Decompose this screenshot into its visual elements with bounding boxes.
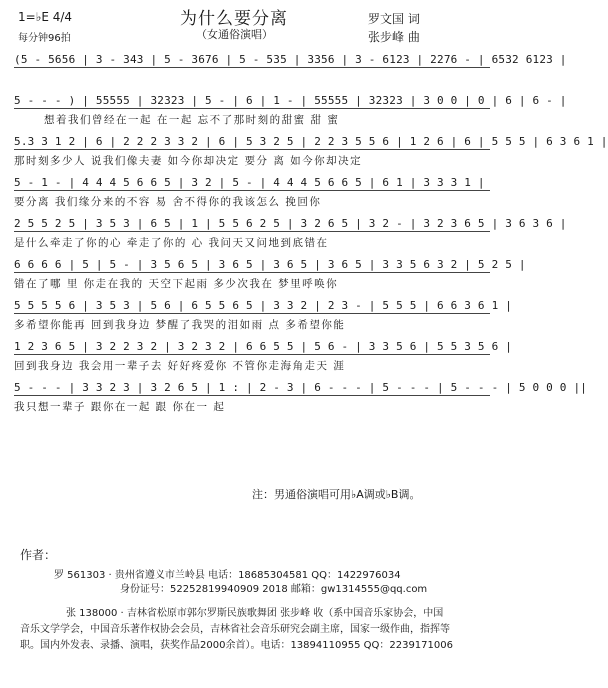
- notation-row: 1 2 3 6 5 | 3 2 2 3 2 | 3 2 3 2 | 6 6 5 5 | 5 6 - | 3 3 5 6 | 5 5 3 5 6 |: [14, 337, 490, 357]
- author-label: 作者：: [20, 548, 57, 562]
- score-line: [14, 378, 588, 419]
- notation-row: 5 - - - | 3 3 2 3 | 3 2 6 5 | 1 : | 2 - 3 | 6 - - - | 5 - - - | 5 - - - | 5 0 0 0 ||: [14, 378, 490, 398]
- lyrics-row: 要分离 我们缘分来的不容 易 舍不得你的我该怎么 挽回你: [14, 196, 322, 208]
- score-line: [14, 296, 513, 337]
- song-subtitle: （女通俗演唱）: [196, 28, 273, 41]
- score-line: [14, 173, 490, 214]
- lyricist-id-email: 身份证号：52252819940909 2018 邮箱：gw1314555@qq.com: [120, 584, 428, 595]
- notation-row: (5 - 5656 | 3 - 343 | 5 - 3676 | 5 - 535 | 3356 | 3 - 6123 | 2276 - | 6532 6123 |: [14, 50, 490, 70]
- notation-row: 6 6 6 6 | 5 | 5 - | 3 5 6 5 | 3 6 5 | 3 6 5 | 3 6 5 | 3 3 5 6 3 2 | 5 2 5 |: [14, 255, 490, 275]
- lyrics-row: 是什么牵走了你的心 牵走了你的 心 我问天又问地到底错在: [14, 237, 329, 249]
- lyrics-row: 多希望你能再 回到我身边 梦醒了我哭的泪如雨 点 多希望你能: [14, 319, 346, 331]
- composer-bio-line: 张 138000 · 吉林省松原市郭尔罗斯民族歌舞团 张步峰 收（系中国音乐家协会，中国: [66, 608, 444, 619]
- score-line: [14, 91, 567, 132]
- notation-row: 5 - 1 - | 4 4 4 5 6 6 5 | 3 2 | 5 - | 4 4 4 5 6 6 5 | 6 1 | 3 3 3 1 |: [14, 173, 490, 193]
- song-title: 为什么要分离: [180, 9, 288, 29]
- key-signature: 1=♭E 4/4: [18, 10, 73, 24]
- lyrics-row: 那时刻多少人 说我们像夫妻 如今你却决定 要分 离 如今你却决定: [14, 155, 363, 167]
- score-line: [14, 214, 567, 255]
- composer-bio-line: 职。国内外发表、录播、演唱，获奖作品2000余首）。电话：13894110955 QQ：2239171006: [20, 640, 453, 651]
- jianpu-score: [14, 50, 608, 419]
- score-line: [14, 255, 526, 296]
- lyrics-row: [14, 70, 490, 88]
- composer-credit: 张步峰 曲: [368, 30, 420, 44]
- lyricist-credit: 罗文国 词: [368, 12, 420, 26]
- lyrics-row: 我只想一辈子 跟你在一起 跟 你在一 起: [14, 401, 226, 413]
- notation-row: 2 5 5 2 5 | 3 5 3 | 6 5 | 1 | 5 5 6 2 5 | 3 2 6 5 | 3 2 - | 3 2 3 6 5 | 3 6 3 6 |: [14, 214, 490, 234]
- tempo-marking: 每分钟96拍: [18, 33, 71, 44]
- notation-row: 5 - - - ) | 55555 | 32323 | 5 - | 6 | 1 - | 55555 | 32323 | 3 0 0 | 0 | 6 | 6 - |: [14, 91, 490, 111]
- lyrics-row: 想着我们曾经在一起 在一起 忘不了那时刻的甜蜜 甜 蜜: [44, 114, 340, 126]
- lyrics-row: 错在了哪 里 你走在我的 天空下起雨 多少次我在 梦里呼唤你: [14, 278, 339, 290]
- notation-row: 5 5 5 5 6 | 3 5 3 | 5 6 | 6 5 5 6 5 | 3 3 2 | 2 3 - | 5 5 5 | 6 6 3 6 1 |: [14, 296, 490, 316]
- score-line: [14, 132, 608, 173]
- score-line: [14, 50, 567, 91]
- lyrics-row: 回到我身边 我会用一辈子去 好好疼爱你 不管你走海角走天 涯: [14, 360, 346, 372]
- composer-bio-line: 音乐文学学会，中国音乐著作权协会会员，吉林省社会音乐研究会副主席，国家一级作曲，指挥等: [20, 624, 450, 635]
- lyricist-contact: 罗 561303 · 贵州省遵义市兰岭县 电话：18685304581 QQ：1422976034: [54, 570, 401, 581]
- notation-row: 5.3 3 1 2 | 6 | 2 2 2 3 3 2 | 6 | 5 3 2 5 | 2 2 3 5 5 6 | 1 2 6 | 6 | 5 5 5 | 6 3 6 1 |: [14, 132, 490, 152]
- score-line: [14, 337, 513, 378]
- performance-note: 注：男通俗演唱可用♭A调或♭B调。: [252, 488, 421, 501]
